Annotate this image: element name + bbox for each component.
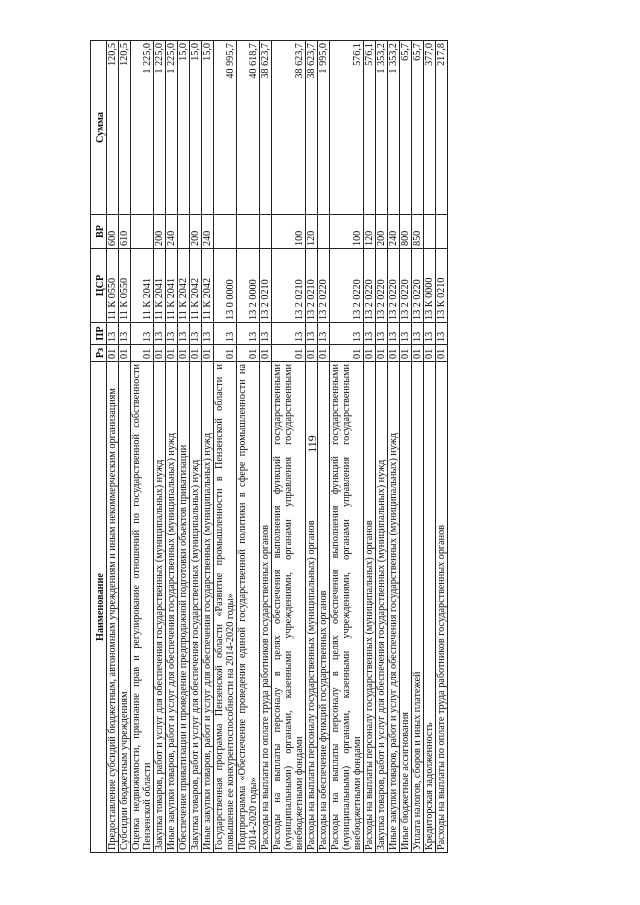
cell-rz: 01	[272, 345, 306, 362]
cell-vr: 800	[400, 215, 412, 249]
table-row	[318, 41, 330, 853]
cell-rz: 01	[214, 345, 237, 362]
cell-rz: 01	[119, 345, 131, 362]
cell-csr: 13 2 0210	[272, 249, 306, 323]
cell-rz: 01	[131, 345, 154, 362]
table-header-row	[91, 41, 107, 853]
table-row	[306, 41, 318, 853]
cell-rz: 01	[412, 345, 424, 362]
cell-vr: 200	[376, 215, 388, 249]
header-name: Наименование	[91, 362, 107, 853]
cell-name: Иные закупки товаров, работ и услуг для обеспечения государственных (муниципальных) нужд	[202, 362, 214, 853]
header-sum: Сумма	[91, 41, 107, 215]
cell-vr: 240	[388, 215, 400, 249]
cell-csr: 13 2 0220	[388, 249, 400, 323]
cell-sum: 120,5	[119, 41, 131, 215]
cell-vr: 610	[119, 215, 131, 249]
cell-rz: 01	[436, 345, 448, 362]
cell-sum: 1 225,0	[154, 41, 166, 215]
cell-pr: 13	[412, 323, 424, 345]
cell-rz: 01	[202, 345, 214, 362]
cell-name: Обеспечение приватизации и проведение предпродажной подготовки объектов приватизации	[178, 362, 190, 853]
cell-pr: 13	[330, 323, 364, 345]
cell-csr: 13 2 0210	[260, 249, 272, 323]
cell-pr: 13	[178, 323, 190, 345]
cell-rz: 01	[190, 345, 202, 362]
cell-csr: 13 К 0210	[436, 249, 448, 323]
cell-vr	[237, 215, 260, 249]
cell-name: Расходы на выплаты по оплате труда работников государственных органов	[260, 362, 272, 853]
cell-csr: 13 0 0000	[214, 249, 237, 323]
cell-pr: 13	[436, 323, 448, 345]
cell-csr: 13 2 0220	[400, 249, 412, 323]
cell-rz: 01	[178, 345, 190, 362]
cell-pr: 13	[166, 323, 178, 345]
cell-name: Подпрограмма «Обеспечение проведения единой государственной политики в сфере промышленности на 2014-2020 годы»	[237, 362, 260, 853]
cell-name: Расходы на выплаты персоналу государственных (муниципальных) органов	[306, 362, 318, 853]
cell-csr: 11 К 2041	[131, 249, 154, 323]
cell-pr: 13	[318, 323, 330, 345]
cell-vr	[436, 215, 448, 249]
cell-vr: 600	[107, 215, 119, 249]
cell-csr: 11 К 2042	[178, 249, 190, 323]
table-row	[107, 41, 119, 853]
cell-csr: 11 К 2041	[166, 249, 178, 323]
header-vr: ВР	[91, 215, 107, 249]
cell-pr: 13	[119, 323, 131, 345]
cell-csr: 13 2 0220	[318, 249, 330, 323]
cell-pr: 13	[400, 323, 412, 345]
cell-csr: 11 К 2042	[202, 249, 214, 323]
cell-name: Предоставление субсидий бюджетным, автономным учреждениям и иным некоммерческим организациям	[107, 362, 119, 853]
cell-rz: 01	[400, 345, 412, 362]
cell-sum: 1 353,2	[376, 41, 388, 215]
cell-name: Оценка недвижимости, признание прав и регулирование отношений по государственной собственности Пензенской области	[131, 362, 154, 853]
cell-rz: 01	[330, 345, 364, 362]
cell-sum: 1 353,2	[388, 41, 400, 215]
table-row	[119, 41, 131, 853]
cell-name: Закупка товаров, работ и услуг для обеспечения государственных (муниципальных) нужд	[376, 362, 388, 853]
header-rz: Рз	[91, 345, 107, 362]
cell-name: Субсидии бюджетным учреждениям	[119, 362, 131, 853]
cell-name: Расходы на выплаты персоналу в целях обеспечения выполнения функций государственными (муниципальными) органами, казенными учреждениями, органами управления государственными внебюджетными фондами	[272, 362, 306, 853]
table-row	[412, 41, 424, 853]
table-row	[330, 41, 364, 853]
rotated-page-content	[90, 41, 564, 853]
table-row	[190, 41, 202, 853]
cell-rz: 01	[260, 345, 272, 362]
cell-rz: 01	[424, 345, 436, 362]
cell-csr: 11 К 2041	[154, 249, 166, 323]
table-row	[400, 41, 412, 853]
cell-sum: 65,7	[412, 41, 424, 215]
cell-csr: 13 2 0220	[412, 249, 424, 323]
cell-csr: 13 2 0220	[330, 249, 364, 323]
cell-pr: 13	[272, 323, 306, 345]
table-row	[376, 41, 388, 853]
table-row	[131, 41, 154, 853]
cell-vr	[260, 215, 272, 249]
table-row	[436, 41, 448, 853]
cell-pr: 13	[376, 323, 388, 345]
cell-name: Кредиторская задолженность	[424, 362, 436, 853]
cell-vr: 100	[272, 215, 306, 249]
cell-vr	[131, 215, 154, 249]
cell-rz: 01	[388, 345, 400, 362]
cell-csr: 13 К 0000	[424, 249, 436, 323]
cell-sum: 377,0	[424, 41, 436, 215]
cell-sum: 576,1	[364, 41, 376, 215]
cell-vr: 100	[330, 215, 364, 249]
cell-rz: 01	[154, 345, 166, 362]
cell-name: Закупка товаров, работ и услуг для обеспечения государственных (муниципальных) нужд	[154, 362, 166, 853]
cell-sum: 38 623,7	[306, 41, 318, 215]
cell-vr: 120	[364, 215, 376, 249]
cell-sum: 576,1	[330, 41, 364, 215]
table-row	[166, 41, 178, 853]
cell-vr: 120	[306, 215, 318, 249]
cell-rz: 01	[237, 345, 260, 362]
cell-name: Иные бюджетные ассигнования	[400, 362, 412, 853]
cell-name: Иные закупки товаров, работ и услуг для обеспечения государственных (муниципальных) нужд	[388, 362, 400, 853]
cell-sum: 1 225,0	[166, 41, 178, 215]
cell-rz: 01	[166, 345, 178, 362]
cell-sum: 1 995,0	[318, 41, 330, 215]
cell-sum: 15,0	[202, 41, 214, 215]
cell-name: Расходы на обеспечение функций государственных органов	[318, 362, 330, 853]
cell-pr: 13	[107, 323, 119, 345]
cell-pr: 13	[154, 323, 166, 345]
table-row	[364, 41, 376, 853]
cell-sum: 65,7	[400, 41, 412, 215]
cell-csr: 13 2 0210	[306, 249, 318, 323]
cell-pr: 13	[260, 323, 272, 345]
cell-vr	[424, 215, 436, 249]
table-row	[237, 41, 260, 853]
cell-vr	[318, 215, 330, 249]
cell-vr	[178, 215, 190, 249]
cell-pr: 13	[388, 323, 400, 345]
cell-pr: 13	[190, 323, 202, 345]
table-body	[107, 41, 448, 853]
table-row	[272, 41, 306, 853]
cell-sum: 1 225,0	[131, 41, 154, 215]
cell-rz: 01	[376, 345, 388, 362]
cell-pr: 13	[214, 323, 237, 345]
cell-pr: 13	[202, 323, 214, 345]
cell-vr: 850	[412, 215, 424, 249]
table-row	[388, 41, 400, 853]
budget-table	[90, 40, 448, 853]
cell-name: Расходы на выплаты по оплате труда работников государственных органов	[436, 362, 448, 853]
cell-sum: 217,8	[436, 41, 448, 215]
cell-vr: 200	[154, 215, 166, 249]
cell-name: Иные закупки товаров, работ и услуг для обеспечения государственных (муниципальных) нужд	[166, 362, 178, 853]
table-row	[202, 41, 214, 853]
cell-pr: 13	[364, 323, 376, 345]
header-pr: ПР	[91, 323, 107, 345]
page-number: 119	[305, 435, 319, 453]
cell-csr: 11 К 0550	[119, 249, 131, 323]
table-row	[424, 41, 436, 853]
cell-sum: 38 623,7	[260, 41, 272, 215]
cell-pr: 13	[306, 323, 318, 345]
table-row	[178, 41, 190, 853]
cell-name: Расходы на выплаты персоналу государственных (муниципальных) органов	[364, 362, 376, 853]
cell-sum: 15,0	[178, 41, 190, 215]
cell-vr	[214, 215, 237, 249]
cell-name: Расходы на выплаты персоналу в целях обеспечения выполнения функций государственными (муниципальными) органами, казенными учреждениями, органами управления государственными внебюджетными фондами	[330, 362, 364, 853]
cell-rz: 01	[318, 345, 330, 362]
cell-pr: 13	[424, 323, 436, 345]
table-row	[260, 41, 272, 853]
cell-sum: 40 995,7	[214, 41, 237, 215]
table-row	[214, 41, 237, 853]
cell-name: Государственная программа Пензенской области «Развитие промышленности в Пензенской области и повышение ее конкурентоспособности на 2014-2020 годы»	[214, 362, 237, 853]
cell-csr: 13 2 0220	[364, 249, 376, 323]
cell-rz: 01	[306, 345, 318, 362]
cell-sum: 38 623,7	[272, 41, 306, 215]
header-csr: ЦСР	[91, 249, 107, 323]
cell-csr: 11 К 0550	[107, 249, 119, 323]
cell-pr: 13	[131, 323, 154, 345]
cell-name: Закупка товаров, работ и услуг для обеспечения государственных (муниципальных) нужд	[190, 362, 202, 853]
cell-csr: 13 2 0220	[376, 249, 388, 323]
cell-sum: 120,5	[107, 41, 119, 215]
cell-csr: 13 2 0000	[237, 249, 260, 323]
cell-name: Уплата налогов, сборов и иных платежей	[412, 362, 424, 853]
cell-csr: 11 К 2042	[190, 249, 202, 323]
cell-vr: 240	[202, 215, 214, 249]
cell-sum: 15,0	[190, 41, 202, 215]
cell-rz: 01	[364, 345, 376, 362]
cell-vr: 200	[190, 215, 202, 249]
cell-vr: 240	[166, 215, 178, 249]
table-row	[154, 41, 166, 853]
cell-pr: 13	[237, 323, 260, 345]
cell-rz: 01	[107, 345, 119, 362]
cell-sum: 40 618,7	[237, 41, 260, 215]
